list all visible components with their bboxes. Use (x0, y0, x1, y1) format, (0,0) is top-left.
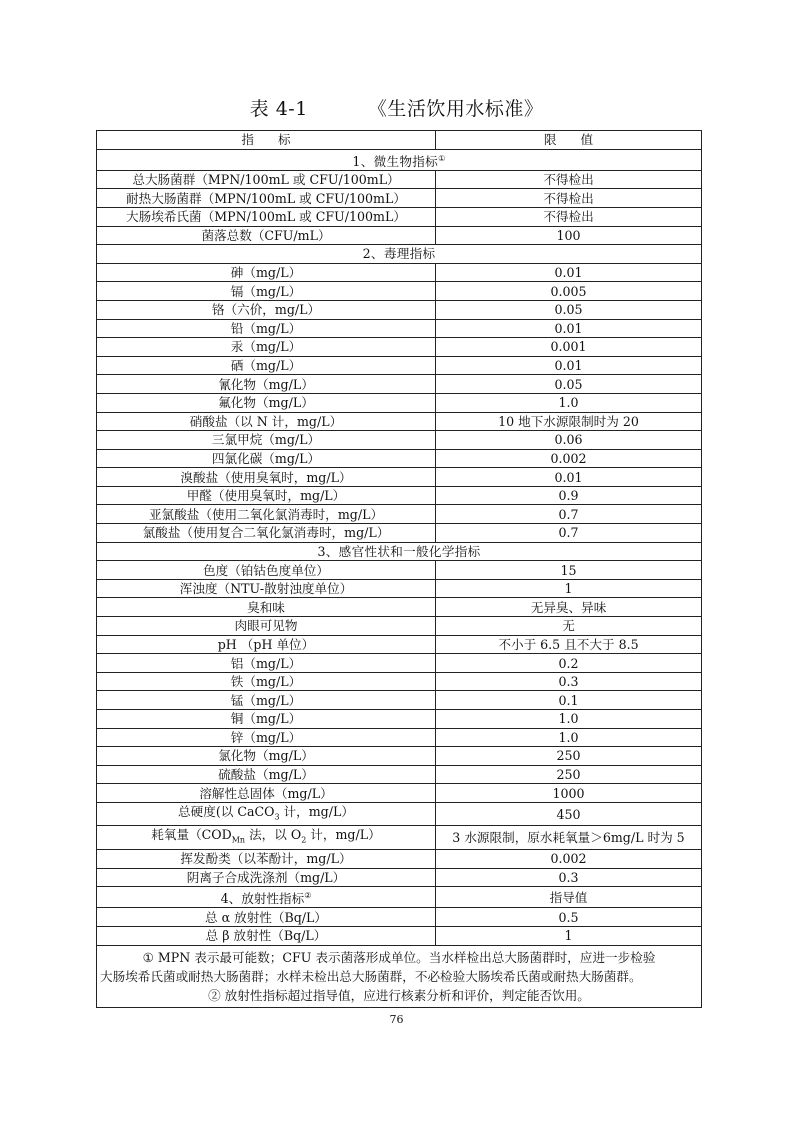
limit-cell: 3 水源限制，原水耗氧量＞6mg/L 时为 5 (436, 826, 702, 850)
limit-cell: 10 地下水源限制时为 20 (436, 412, 702, 431)
note-1-line-1: ① MPN 表示最可能数；CFU 表示菌落形成单位。当水样检出总大肠菌群时，应进一步检验 (142, 949, 656, 965)
footnote-marker: ② (304, 891, 312, 901)
limit-cell: 0.9 (436, 486, 702, 505)
indicator-cell: 总 α 放射性（Bq/L） (97, 908, 436, 927)
note-2: ② 放射性指标超过指导值，应进行核素分析和评价，判定能否饮用。 (208, 987, 590, 1003)
limit-cell: 0.005 (436, 282, 702, 301)
indicator-cell: 浑浊度（NTU-散射浊度单位） (97, 579, 436, 598)
table-row (97, 505, 702, 524)
limit-cell: 1.0 (436, 393, 702, 412)
limit-cell: 无 (436, 617, 702, 636)
indicator-cell: 三氯甲烷（mg/L） (97, 431, 436, 450)
indicator-cell: 硝酸盐（以 N 计，mg/L） (97, 412, 436, 431)
indicator-cell: 硫酸盐（mg/L） (97, 765, 436, 784)
limit-cell: 0.05 (436, 300, 702, 319)
table-row (97, 431, 702, 450)
table-row (97, 654, 702, 673)
limit-cell: 1.0 (436, 710, 702, 729)
table-row (97, 826, 702, 850)
limit-cell: 450 (436, 802, 702, 826)
indicator-cell: pH （pH 单位） (97, 635, 436, 654)
section-title (97, 887, 436, 908)
indicator-cell: 氯酸盐（使用复合二氧化氯消毒时，mg/L） (97, 524, 436, 543)
limit-cell: 1 (436, 926, 702, 945)
indicator-cell: 锌（mg/L） (97, 728, 436, 747)
limit-cell: 0.002 (436, 850, 702, 869)
notes-row (97, 945, 702, 1007)
table-row (97, 319, 702, 338)
indicator-cell: 阴离子合成洗涤剂（mg/L） (97, 868, 436, 887)
indicator-cell: 菌落总数（CFU/mL） (97, 226, 436, 245)
limit-cell: 0.01 (436, 468, 702, 487)
indicator-cell: 总 β 放射性（Bq/L） (97, 926, 436, 945)
table-row (97, 393, 702, 412)
indicator-cell: 汞（mg/L） (97, 338, 436, 357)
table-row (97, 207, 702, 226)
indicator-cell: 耐热大肠菌群（MPN/100mL 或 CFU/100mL） (97, 189, 436, 208)
limit-cell: 不得检出 (436, 170, 702, 189)
table-row (97, 802, 702, 826)
table-row (97, 908, 702, 927)
table-row (97, 226, 702, 245)
section-title (97, 245, 702, 264)
limit-cell: 0.1 (436, 691, 702, 710)
indicator-cell: 亚氯酸盐（使用二氧化氯消毒时，mg/L） (97, 505, 436, 524)
limit-cell: 1 (436, 579, 702, 598)
limit-cell: 15 (436, 561, 702, 580)
limit-cell: 无异臭、异味 (436, 598, 702, 617)
limit-cell: 0.01 (436, 319, 702, 338)
limit-cell: 0.7 (436, 505, 702, 524)
indicator-cell: 铅（mg/L） (97, 319, 436, 338)
header-row (97, 131, 702, 150)
limit-cell: 0.05 (436, 375, 702, 394)
indicator-cell: 色度（铂钴色度单位） (97, 561, 436, 580)
cod-label-mid: 法，以 O (245, 827, 302, 843)
table-row (97, 375, 702, 394)
indicator-cell: 锰（mg/L） (97, 691, 436, 710)
limit-cell: 0.001 (436, 338, 702, 357)
indicator-cell: 氟化物（mg/L） (97, 393, 436, 412)
table-row (97, 412, 702, 431)
table-caption (0, 94, 793, 121)
limit-cell: 1.0 (436, 728, 702, 747)
table-row (97, 784, 702, 803)
cod-label-sub2: 2 (301, 836, 307, 845)
hardness-label-sub: 3 (274, 812, 280, 822)
section-title-text: 4、放射性指标 (220, 891, 305, 907)
indicator-cell: 肉眼可见物 (97, 617, 436, 636)
limit-cell: 指导值 (436, 887, 702, 908)
table-row (97, 356, 702, 375)
table-row (97, 300, 702, 319)
indicator-cell: 硒（mg/L） (97, 356, 436, 375)
section-row (97, 245, 702, 264)
indicator-cell: 臭和味 (97, 598, 436, 617)
footnote-marker: ① (438, 153, 446, 163)
table-number: 表 4-1 (249, 98, 308, 120)
limit-cell: 不小于 6.5 且不大于 8.5 (436, 635, 702, 654)
section-row (97, 149, 702, 170)
table-row (97, 170, 702, 189)
hardness-label-pre: 总硬度(以 CaCO (178, 803, 275, 819)
limit-cell: 1000 (436, 784, 702, 803)
table-row (97, 263, 702, 282)
indicator-cell: 氰化物（mg/L） (97, 375, 436, 394)
page-number: 76 (389, 1013, 404, 1026)
indicator-cell: 氯化物（mg/L） (97, 747, 436, 766)
cod-label-pre: 耗氧量（COD (151, 827, 232, 843)
notes-cell (97, 945, 702, 1007)
limit-cell: 100 (436, 226, 702, 245)
table-row (97, 189, 702, 208)
table-row (97, 617, 702, 636)
limit-cell: 0.01 (436, 356, 702, 375)
limit-cell: 不得检出 (436, 207, 702, 226)
section-title (97, 542, 702, 561)
section-title-text: 2、毒理指标 (362, 246, 436, 262)
section-row (97, 542, 702, 561)
table-row (97, 524, 702, 543)
indicator-cell: 总大肠菌群（MPN/100mL 或 CFU/100mL） (97, 170, 436, 189)
table-row (97, 691, 702, 710)
limit-cell: 250 (436, 765, 702, 784)
section-title-text: 3、感官性状和一般化学指标 (317, 543, 481, 559)
cod-label-post: 计，mg/L） (306, 827, 381, 843)
limit-cell: 0.3 (436, 868, 702, 887)
indicator-cell: 铬（六价，mg/L） (97, 300, 436, 319)
indicator-cell: 铜（mg/L） (97, 710, 436, 729)
section-title-text: 1、微生物指标 (352, 153, 439, 169)
table-title: 《生活饮用水标准》 (367, 98, 544, 120)
limit-cell: 0.06 (436, 431, 702, 450)
limit-cell: 0.2 (436, 654, 702, 673)
limit-cell: 不得检出 (436, 189, 702, 208)
table-row (97, 765, 702, 784)
indicator-cell: 镉（mg/L） (97, 282, 436, 301)
limit-cell: 0.7 (436, 524, 702, 543)
table-row (97, 468, 702, 487)
indicator-cell: 挥发酚类（以苯酚计，mg/L） (97, 850, 436, 869)
table-row (97, 598, 702, 617)
indicator-cell: 甲醛（使用臭氧时，mg/L） (97, 486, 436, 505)
table-row (97, 561, 702, 580)
limit-cell: 0.01 (436, 263, 702, 282)
note-1-line-2: 大肠埃希氏菌或耐热大肠菌群；水样未检出总大肠菌群，不必检验大肠埃希氏菌或耐热大肠菌群。 (100, 968, 642, 984)
header-limit: 限 值 (436, 131, 702, 150)
section-title (97, 149, 702, 170)
table-row (97, 282, 702, 301)
table-row (97, 710, 702, 729)
indicator-cell: 铝（mg/L） (97, 654, 436, 673)
table-row (97, 449, 702, 468)
table-row (97, 486, 702, 505)
limit-cell: 0.5 (436, 908, 702, 927)
cod-label-sub1: Mn (231, 836, 246, 845)
table-row (97, 579, 702, 598)
limit-cell: 0.002 (436, 449, 702, 468)
table-row (97, 635, 702, 654)
indicator-cell (97, 826, 436, 850)
indicator-cell: 砷（mg/L） (97, 263, 436, 282)
indicator-cell: 铁（mg/L） (97, 672, 436, 691)
indicator-cell: 溶解性总固体（mg/L） (97, 784, 436, 803)
limit-cell: 0.3 (436, 672, 702, 691)
indicator-cell: 大肠埃希氏菌（MPN/100mL 或 CFU/100mL） (97, 207, 436, 226)
table-row (97, 850, 702, 869)
table-row (97, 672, 702, 691)
hardness-label-post: 计，mg/L） (279, 803, 354, 819)
table-row (97, 747, 702, 766)
table-row (97, 338, 702, 357)
indicator-cell: 四氯化碳（mg/L） (97, 449, 436, 468)
section-row (97, 887, 702, 908)
table-row (97, 728, 702, 747)
header-indicator: 指 标 (97, 131, 436, 150)
limit-cell: 250 (436, 747, 702, 766)
indicator-cell: 溴酸盐（使用臭氧时，mg/L） (97, 468, 436, 487)
drinking-water-standard-table (96, 130, 702, 1008)
table-row (97, 926, 702, 945)
indicator-cell (97, 802, 436, 826)
table-row (97, 868, 702, 887)
